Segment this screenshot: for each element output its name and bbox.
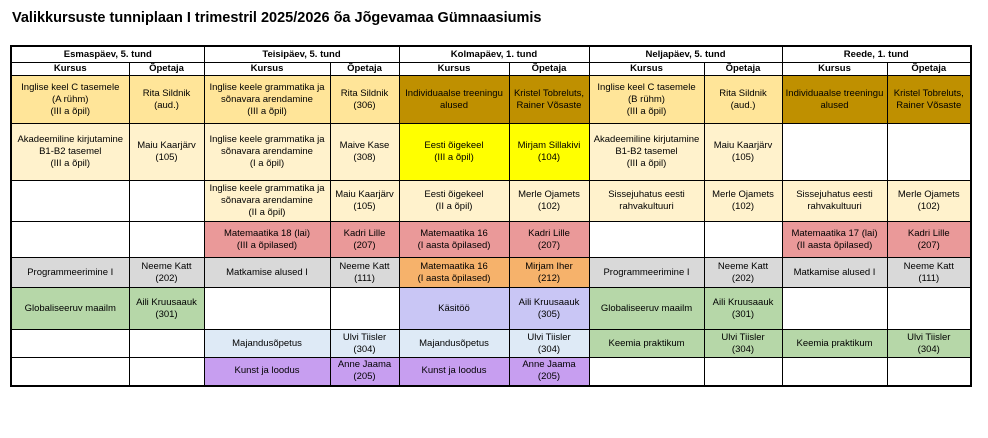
thursday-teacher-cell: Rita Sildnik (aud.) [704,76,782,124]
wednesday-teacher-cell: Mirjam Iher (212) [509,258,589,288]
friday-teacher-cell: Merle Ojamets (102) [887,181,971,222]
monday-teacher-cell [129,181,204,222]
thursday-course-cell: Akadeemiline kirjutamine B1-B2 tasemel (III a õpil) [589,124,704,181]
wednesday-teacher-cell: Merle Ojamets (102) [509,181,589,222]
monday-teacher-cell: Neeme Katt (202) [129,258,204,288]
friday-course-cell [782,358,887,386]
monday-course-cell: Akadeemiline kirjutamine B1-B2 tasemel (III a õpil) [11,124,129,181]
wednesday-course-cell: Majandusõpetus [399,330,509,358]
teacher-col-header: Õpetaja [330,63,399,76]
timetable-row [11,358,971,386]
wednesday-teacher-cell: Kristel Tobreluts, Rainer Võsaste [509,76,589,124]
timetable-row [11,76,971,124]
monday-course-cell: Inglise keel C tasemele (A rühm) (III a õpil) [11,76,129,124]
friday-teacher-cell: Kadri Lille (207) [887,222,971,258]
friday-course-cell [782,124,887,181]
wednesday-teacher-cell: Mirjam Sillakivi (104) [509,124,589,181]
monday-teacher-cell [129,358,204,386]
timetable-row [11,288,971,330]
day-header-monday: Esmaspäev, 5. tund [11,46,204,63]
wednesday-teacher-cell: Aili Kruusaauk (305) [509,288,589,330]
friday-teacher-cell [887,124,971,181]
tuesday-course-cell: Matemaatika 18 (lai) (III a õpilased) [204,222,330,258]
course-col-header: Kursus [204,63,330,76]
thursday-course-cell: Programmeerimine I [589,258,704,288]
page-title: Valikkursuste tunniplaan I trimestril 2025/2026 õa Jõgevamaa Gümnaasiumis [12,10,542,26]
thursday-course-cell: Globaliseeruv maailm [589,288,704,330]
friday-course-cell [782,288,887,330]
tuesday-teacher-cell: Neeme Katt (111) [330,258,399,288]
friday-teacher-cell: Neeme Katt (111) [887,258,971,288]
monday-course-cell [11,330,129,358]
thursday-teacher-cell: Aili Kruusaauk (301) [704,288,782,330]
tuesday-course-cell: Kunst ja loodus [204,358,330,386]
monday-course-cell [11,222,129,258]
monday-teacher-cell: Aili Kruusaauk (301) [129,288,204,330]
day-header-thursday: Neljapäev, 5. tund [589,46,782,63]
timetable-row [11,181,971,222]
wednesday-course-cell: Käsitöö [399,288,509,330]
timetable-row [11,124,971,181]
course-col-header: Kursus [782,63,887,76]
friday-course-cell: Individuaalse treeningu alused [782,76,887,124]
timetable-row [11,258,971,288]
wednesday-teacher-cell: Anne Jaama (205) [509,358,589,386]
thursday-course-cell [589,222,704,258]
monday-course-cell [11,181,129,222]
friday-teacher-cell: Ulvi Tiisler (304) [887,330,971,358]
teacher-col-header: Õpetaja [704,63,782,76]
friday-course-cell: Keemia praktikum [782,330,887,358]
monday-course-cell: Globaliseeruv maailm [11,288,129,330]
monday-teacher-cell [129,222,204,258]
tuesday-teacher-cell: Kadri Lille (207) [330,222,399,258]
day-header-tuesday: Teisipäev, 5. tund [204,46,399,63]
wednesday-course-cell: Matemaatika 16 (I aasta õpilased) [399,222,509,258]
course-col-header: Kursus [589,63,704,76]
tuesday-course-cell: Matkamise alused I [204,258,330,288]
friday-teacher-cell [887,288,971,330]
timetable-row [11,222,971,258]
timetable-row [11,330,971,358]
wednesday-teacher-cell: Kadri Lille (207) [509,222,589,258]
day-header-friday: Reede, 1. tund [782,46,971,63]
tuesday-teacher-cell: Anne Jaama (205) [330,358,399,386]
wednesday-course-cell: Eesti õigekeel (II a õpil) [399,181,509,222]
wednesday-teacher-cell: Ulvi Tiisler (304) [509,330,589,358]
friday-course-cell: Matemaatika 17 (lai) (II aasta õpilased) [782,222,887,258]
tuesday-course-cell [204,288,330,330]
tuesday-teacher-cell: Ulvi Tiisler (304) [330,330,399,358]
day-header-wednesday: Kolmapäev, 1. tund [399,46,589,63]
tuesday-course-cell: Majandusõpetus [204,330,330,358]
wednesday-course-cell: Matemaatika 16 (I aasta õpilased) [399,258,509,288]
teacher-col-header: Õpetaja [509,63,589,76]
timetable [10,45,972,387]
tuesday-teacher-cell: Maiu Kaarjärv (105) [330,181,399,222]
teacher-col-header: Õpetaja [887,63,971,76]
tuesday-teacher-cell: Maive Kase (308) [330,124,399,181]
subheader-row [11,63,971,76]
tuesday-course-cell: Inglise keele grammatika ja sõnavara arendamine (III a õpil) [204,76,330,124]
friday-course-cell: Matkamise alused I [782,258,887,288]
tuesday-teacher-cell [330,288,399,330]
thursday-teacher-cell: Merle Ojamets (102) [704,181,782,222]
monday-course-cell: Programmeerimine I [11,258,129,288]
course-col-header: Kursus [11,63,129,76]
thursday-course-cell: Sissejuhatus eesti rahvakultuuri [589,181,704,222]
teacher-col-header: Õpetaja [129,63,204,76]
thursday-teacher-cell: Maiu Kaarjärv (105) [704,124,782,181]
thursday-course-cell: Keemia praktikum [589,330,704,358]
tuesday-teacher-cell: Rita Sildnik (306) [330,76,399,124]
wednesday-course-cell: Kunst ja loodus [399,358,509,386]
monday-teacher-cell: Maiu Kaarjärv (105) [129,124,204,181]
thursday-teacher-cell [704,222,782,258]
monday-teacher-cell: Rita Sildnik (aud.) [129,76,204,124]
thursday-teacher-cell [704,358,782,386]
monday-teacher-cell [129,330,204,358]
thursday-course-cell: Inglise keel C tasemele (B rühm) (III a õpil) [589,76,704,124]
wednesday-course-cell: Eesti õigekeel (III a õpil) [399,124,509,181]
monday-course-cell [11,358,129,386]
friday-course-cell: Sissejuhatus eesti rahvakultuuri [782,181,887,222]
friday-teacher-cell: Kristel Tobreluts, Rainer Võsaste [887,76,971,124]
thursday-teacher-cell: Ulvi Tiisler (304) [704,330,782,358]
friday-teacher-cell [887,358,971,386]
thursday-course-cell [589,358,704,386]
tuesday-course-cell: Inglise keele grammatika ja sõnavara arendamine (II a õpil) [204,181,330,222]
thursday-teacher-cell: Neeme Katt (202) [704,258,782,288]
course-col-header: Kursus [399,63,509,76]
day-header-row [11,46,971,63]
wednesday-course-cell: Individuaalse treeningu alused [399,76,509,124]
tuesday-course-cell: Inglise keele grammatika ja sõnavara arendamine (I a õpil) [204,124,330,181]
